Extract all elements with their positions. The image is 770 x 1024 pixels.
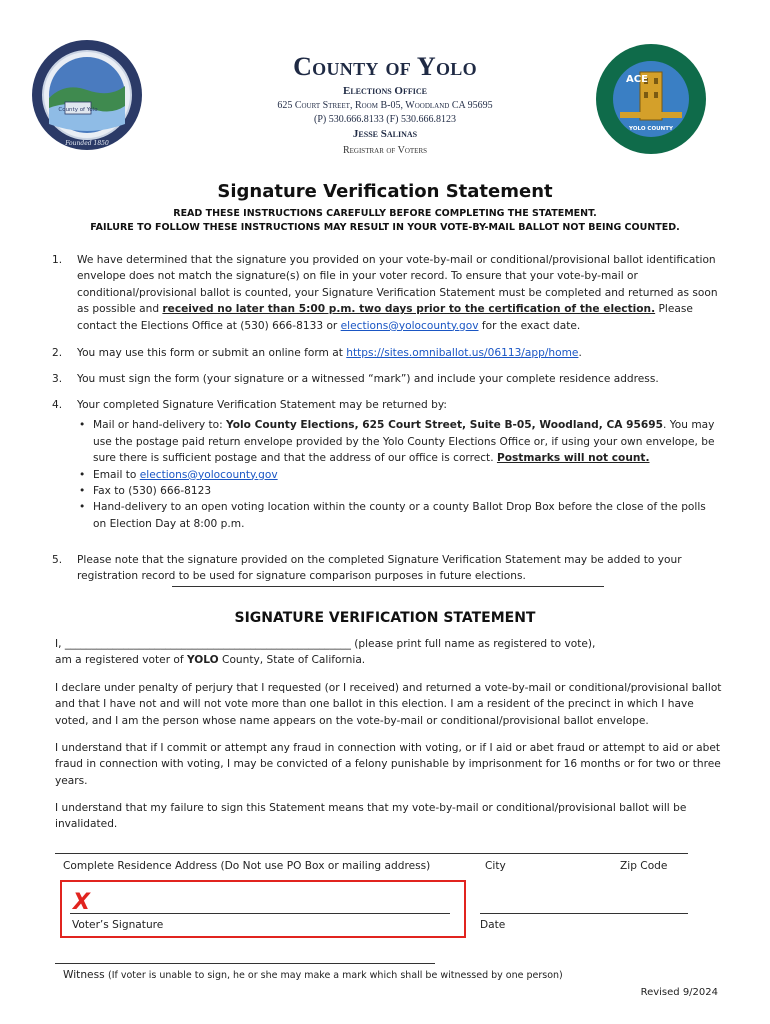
statement-fraud-paragraph: I understand that if I commit or attempt any fraud in connection with voting, or if I aid or abet fraud or attempt to aid or abet fraud in connection with voting, I may be convicted of a felony punishable by imprisonment for 16 months or for two or three years. bbox=[55, 742, 721, 787]
address-field[interactable] bbox=[55, 853, 688, 854]
statement-name-line: I, ______________________________________________________ (please print full name as registered to vote), am a registered voter of YOLO County, State of California. bbox=[55, 638, 596, 667]
instruction-line-1: READ THESE INSTRUCTIONS CAREFULLY BEFORE COMPLETING THE STATEMENT. bbox=[173, 208, 597, 219]
address-label: Complete Residence Address (Do Not use PO Box or mailing address) bbox=[63, 860, 431, 872]
return-method-mail: • Mail or hand-delivery to: Yolo County Elections, 625 Court Street, Suite B-05, Woodland, CA 95695. You may use the postage paid return envelope provided by the Yolo County Elections Office or, if using your own envelope, be sure there is sufficient postage and that the address of our office is correct. Postmarks will not count. bbox=[77, 417, 722, 466]
return-method-hand-delivery: • Hand-delivery to an open voting location within the county or a county Ballot Drop Box before the close of the polls on Election Day at 8:00 p.m. bbox=[77, 499, 722, 532]
svg-text:YOLO COUNTY: YOLO COUNTY bbox=[629, 126, 673, 132]
statement-invalidation-paragraph: I understand that my failure to sign this Statement means that my vote-by-mail or conditional/provisional ballot will be invalidated. bbox=[55, 802, 687, 831]
office-phone: (P) 530.666.8133 (F) 530.666.8123 bbox=[314, 114, 456, 125]
instruction-line-2: FAILURE TO FOLLOW THESE INSTRUCTIONS MAY RESULT IN YOUR VOTE-BY-MAIL BALLOT NOT BEING COUNTED. bbox=[90, 222, 680, 233]
section-divider bbox=[172, 586, 604, 587]
ace-seal-logo bbox=[594, 42, 708, 156]
list-item: 5. Please note that the signature provided on the completed Signature Verification Statement may be added to your registration record to be used for signature comparison purposes in future elections. bbox=[52, 554, 682, 583]
return-method-email: • Email to elections@yolocounty.gov bbox=[77, 467, 722, 483]
list-item: 1. We have determined that the signature you provided on your vote-by-mail or conditional/provisional ballot identification envelope does not match the signature(s) on file in your voter record. To ensure that your vote-by-mail or conditional/provisional ballot is counted, your Signature Verification Statement must be completed and returned as soon as possible and received no later than 5:00 p.m. two days prior to the certification of the election. Please contact the Elections Office at (530) 666-8133 or elections@yolocounty.gov for the exact date. bbox=[52, 254, 718, 332]
signature-label: Voter’s Signature bbox=[72, 919, 164, 931]
registrar-name: Jesse Salinas bbox=[352, 128, 418, 140]
instruction-list bbox=[52, 252, 722, 334]
print-name-field[interactable]: ______________________________________________________ bbox=[64, 638, 351, 650]
county-title: County of Yolo bbox=[293, 52, 477, 81]
email-link[interactable]: elections@yolocounty.gov bbox=[340, 319, 479, 332]
list-item: 4. Your completed Signature Verification Statement may be returned by: • Mail or hand-delivery to: Yolo County Elections, 625 Court Street, Suite B-05, Woodland, CA 95695. You may use the postage paid return envelope provided by the Yolo County Elections Office or, if using your own envelope, be sure there is sufficient postage and that the address of our office is correct. Postmarks will not count. • Email to elections@yolocounty.gov • Fax to (530) 666-8123 • Hand-delivery to an open voting location within the county or a county Ballot Drop Box before the close of the polls on Election Day at 8:00 p.m. bbox=[52, 397, 722, 532]
voter-signature-field[interactable] bbox=[70, 913, 450, 914]
email-link[interactable]: elections@yolocounty.gov bbox=[139, 468, 278, 481]
return-method-fax: • Fax to (530) 666-8123 bbox=[77, 483, 722, 499]
city-label: City bbox=[485, 860, 506, 872]
office-address: 625 Court Street, Room B-05, Woodland CA 95695 bbox=[277, 100, 493, 111]
statement-title: SIGNATURE VERIFICATION STATEMENT bbox=[234, 610, 536, 626]
date-field[interactable] bbox=[480, 913, 688, 914]
sign-here-x-mark: X bbox=[73, 890, 90, 915]
svg-text:ACE: ACE bbox=[626, 74, 648, 85]
county-seal-logo bbox=[30, 38, 144, 152]
svg-text:County of Yolo: County of Yolo bbox=[58, 107, 98, 113]
deadline-text: received no later than 5:00 p.m. two days prior to the certification of the election. bbox=[162, 303, 656, 316]
date-label: Date bbox=[480, 919, 506, 931]
office-name: Elections Office bbox=[343, 85, 427, 97]
list-item: 2. You may use this form or submit an online form at https://sites.omniballot.us/06113/app/home. bbox=[52, 347, 582, 359]
zip-label: Zip Code bbox=[620, 860, 668, 872]
svg-text:Founded 1850: Founded 1850 bbox=[65, 140, 109, 147]
list-item: 3. You must sign the form (your signature or a witnessed “mark”) and include your complete residence address. bbox=[52, 373, 659, 385]
revision-date: Revised 9/2024 bbox=[640, 987, 718, 998]
document-title: Signature Verification Statement bbox=[217, 181, 553, 202]
witness-signature-field[interactable] bbox=[55, 963, 435, 964]
online-form-link[interactable]: https://sites.omniballot.us/06113/app/home bbox=[346, 347, 579, 359]
witness-label: Witness (If voter is unable to sign, he or she may make a mark which shall be witnessed by one person) bbox=[63, 969, 563, 981]
statement-perjury-paragraph: I declare under penalty of perjury that I requested (or I received) and returned a vote-by-mail or conditional/provisional ballot and that I have not and will not vote more than one ballot in this election. I am a resident of the precinct in which I have voted, and I am the person whose name appears on the vote-by-mail or conditional/provisional ballot envelope. bbox=[55, 682, 722, 727]
registrar-title: Registrar of Voters bbox=[342, 145, 428, 156]
